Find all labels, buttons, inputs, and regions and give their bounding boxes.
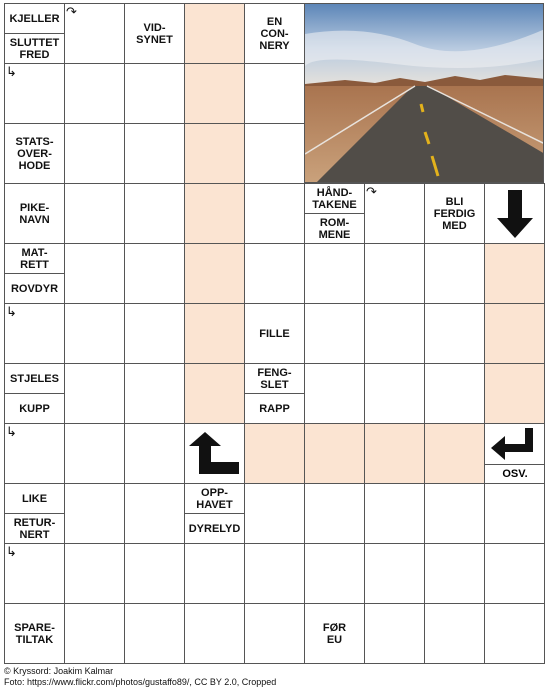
- clue-osv: OSV.: [485, 464, 545, 484]
- answer-cell[interactable]: [124, 63, 185, 124]
- crossword-grid: [4, 3, 544, 663]
- hook-arrow-icon: ↳: [6, 304, 17, 319]
- answer-cell[interactable]: [364, 423, 425, 484]
- clue-handtakene: HÅND- TAKENE: [304, 183, 365, 214]
- answer-cell[interactable]: [64, 303, 125, 364]
- clue-en-conery: EN CON- NERY: [244, 3, 305, 64]
- clue-sluttet-fred: SLUTTET FRED: [4, 33, 65, 64]
- clue-stjeles: STJELES: [4, 363, 65, 394]
- answer-cell[interactable]: [64, 123, 125, 184]
- answer-cell[interactable]: [184, 63, 245, 124]
- photo-credit-text: Foto: https://www.flickr.com/photos/gustaffo89/, CC BY 2.0, Cropped: [4, 677, 277, 687]
- answer-cell[interactable]: [64, 423, 125, 484]
- answer-cell[interactable]: [304, 543, 365, 604]
- answer-cell[interactable]: [304, 483, 365, 544]
- clue-statsoverhode: STATS- OVER- HODE: [4, 123, 65, 184]
- answer-cell[interactable]: [484, 303, 545, 364]
- hook-arrow-icon: ↳: [6, 544, 17, 559]
- answer-cell[interactable]: [364, 363, 425, 424]
- answer-cell[interactable]: [424, 303, 485, 364]
- hook-arrow-icon: ↷: [366, 184, 377, 199]
- answer-cell[interactable]: [124, 303, 185, 364]
- answer-cell[interactable]: [364, 603, 425, 664]
- answer-cell[interactable]: [304, 243, 365, 304]
- answer-cell[interactable]: [364, 483, 425, 544]
- answer-cell[interactable]: [184, 243, 245, 304]
- answer-cell[interactable]: [244, 423, 305, 484]
- answer-cell[interactable]: [424, 243, 485, 304]
- answer-cell[interactable]: [184, 363, 245, 424]
- answer-cell[interactable]: [424, 423, 485, 484]
- answer-cell[interactable]: [484, 243, 545, 304]
- answer-cell[interactable]: [64, 543, 125, 604]
- down-arrow-cell: [484, 183, 545, 244]
- answer-cell[interactable]: [364, 303, 425, 364]
- answer-cell[interactable]: [124, 543, 185, 604]
- answer-cell[interactable]: [64, 243, 125, 304]
- answer-cell[interactable]: [424, 363, 485, 424]
- clue-dyrelyd: DYRELYD: [184, 513, 245, 544]
- clue-rovdyr: ROVDYR: [4, 273, 65, 304]
- clue-kjeller: KJELLER: [4, 3, 65, 34]
- answer-cell[interactable]: [184, 3, 245, 64]
- answer-cell[interactable]: [364, 543, 425, 604]
- clue-opphavet: OPP- HAVET: [184, 483, 245, 514]
- answer-cell[interactable]: [64, 363, 125, 424]
- clue-for-eu: FØR EU: [304, 603, 365, 664]
- answer-cell[interactable]: [424, 603, 485, 664]
- answer-cell[interactable]: [484, 483, 545, 544]
- answer-cell[interactable]: [124, 603, 185, 664]
- clue-rapp: RAPP: [244, 393, 305, 424]
- answer-cell[interactable]: [124, 243, 185, 304]
- answer-cell[interactable]: [184, 303, 245, 364]
- clue-sparetiltak: SPARE- TILTAK: [4, 603, 65, 664]
- clue-kupp: KUPP: [4, 393, 65, 424]
- arrow-down-icon: [485, 184, 545, 244]
- answer-cell[interactable]: [124, 363, 185, 424]
- credits: [4, 666, 276, 688]
- hook-arrow-icon: ↳: [6, 424, 17, 439]
- answer-cell[interactable]: [64, 483, 125, 544]
- answer-cell[interactable]: [424, 483, 485, 544]
- answer-cell[interactable]: [184, 183, 245, 244]
- answer-cell[interactable]: [184, 543, 245, 604]
- clue-rommene: ROM- MENE: [304, 213, 365, 244]
- answer-cell[interactable]: [244, 243, 305, 304]
- answer-cell[interactable]: [124, 423, 185, 484]
- answer-cell[interactable]: [64, 603, 125, 664]
- answer-cell[interactable]: [184, 603, 245, 664]
- arrow-return-left-icon: [485, 424, 545, 464]
- answer-cell[interactable]: [184, 123, 245, 184]
- answer-cell[interactable]: [304, 423, 365, 484]
- answer-cell[interactable]: [304, 363, 365, 424]
- answer-cell[interactable]: [244, 543, 305, 604]
- road-photo: [304, 3, 544, 183]
- turn-up-arrow-cell: [184, 423, 245, 484]
- clue-bli-ferdig-med: BLI FERDIG MED: [424, 183, 485, 244]
- answer-cell[interactable]: [124, 483, 185, 544]
- clue-fille: FILLE: [244, 303, 305, 364]
- clue-pikenavn: PIKE- NAVN: [4, 183, 65, 244]
- answer-cell[interactable]: [244, 483, 305, 544]
- clue-fengslet: FENG- SLET: [244, 363, 305, 394]
- answer-cell[interactable]: [124, 123, 185, 184]
- answer-cell[interactable]: [304, 303, 365, 364]
- hook-arrow-icon: ↳: [6, 64, 17, 79]
- answer-cell[interactable]: [64, 63, 125, 124]
- clue-vid-synet: VID- SYNET: [124, 3, 185, 64]
- arrow-turn-up-right-icon: [185, 424, 245, 484]
- answer-cell[interactable]: [244, 603, 305, 664]
- return-arrow-cell: [484, 423, 545, 484]
- answer-cell[interactable]: [364, 243, 425, 304]
- answer-cell[interactable]: [64, 183, 125, 244]
- copyright-text: © Kryssord: Joakim Kalmar: [4, 666, 114, 676]
- hook-arrow-icon: ↷: [66, 4, 77, 19]
- clue-like: LIKE: [4, 483, 65, 514]
- answer-cell[interactable]: [424, 543, 485, 604]
- clue-returnert: RETUR- NERT: [4, 513, 65, 544]
- answer-cell[interactable]: [244, 123, 305, 184]
- answer-cell[interactable]: [484, 543, 545, 604]
- answer-cell[interactable]: [484, 603, 545, 664]
- answer-cell[interactable]: [124, 183, 185, 244]
- answer-cell[interactable]: [244, 63, 305, 124]
- answer-cell[interactable]: [484, 363, 545, 424]
- clue-matrett: MAT- RETT: [4, 243, 65, 274]
- answer-cell[interactable]: [244, 183, 305, 244]
